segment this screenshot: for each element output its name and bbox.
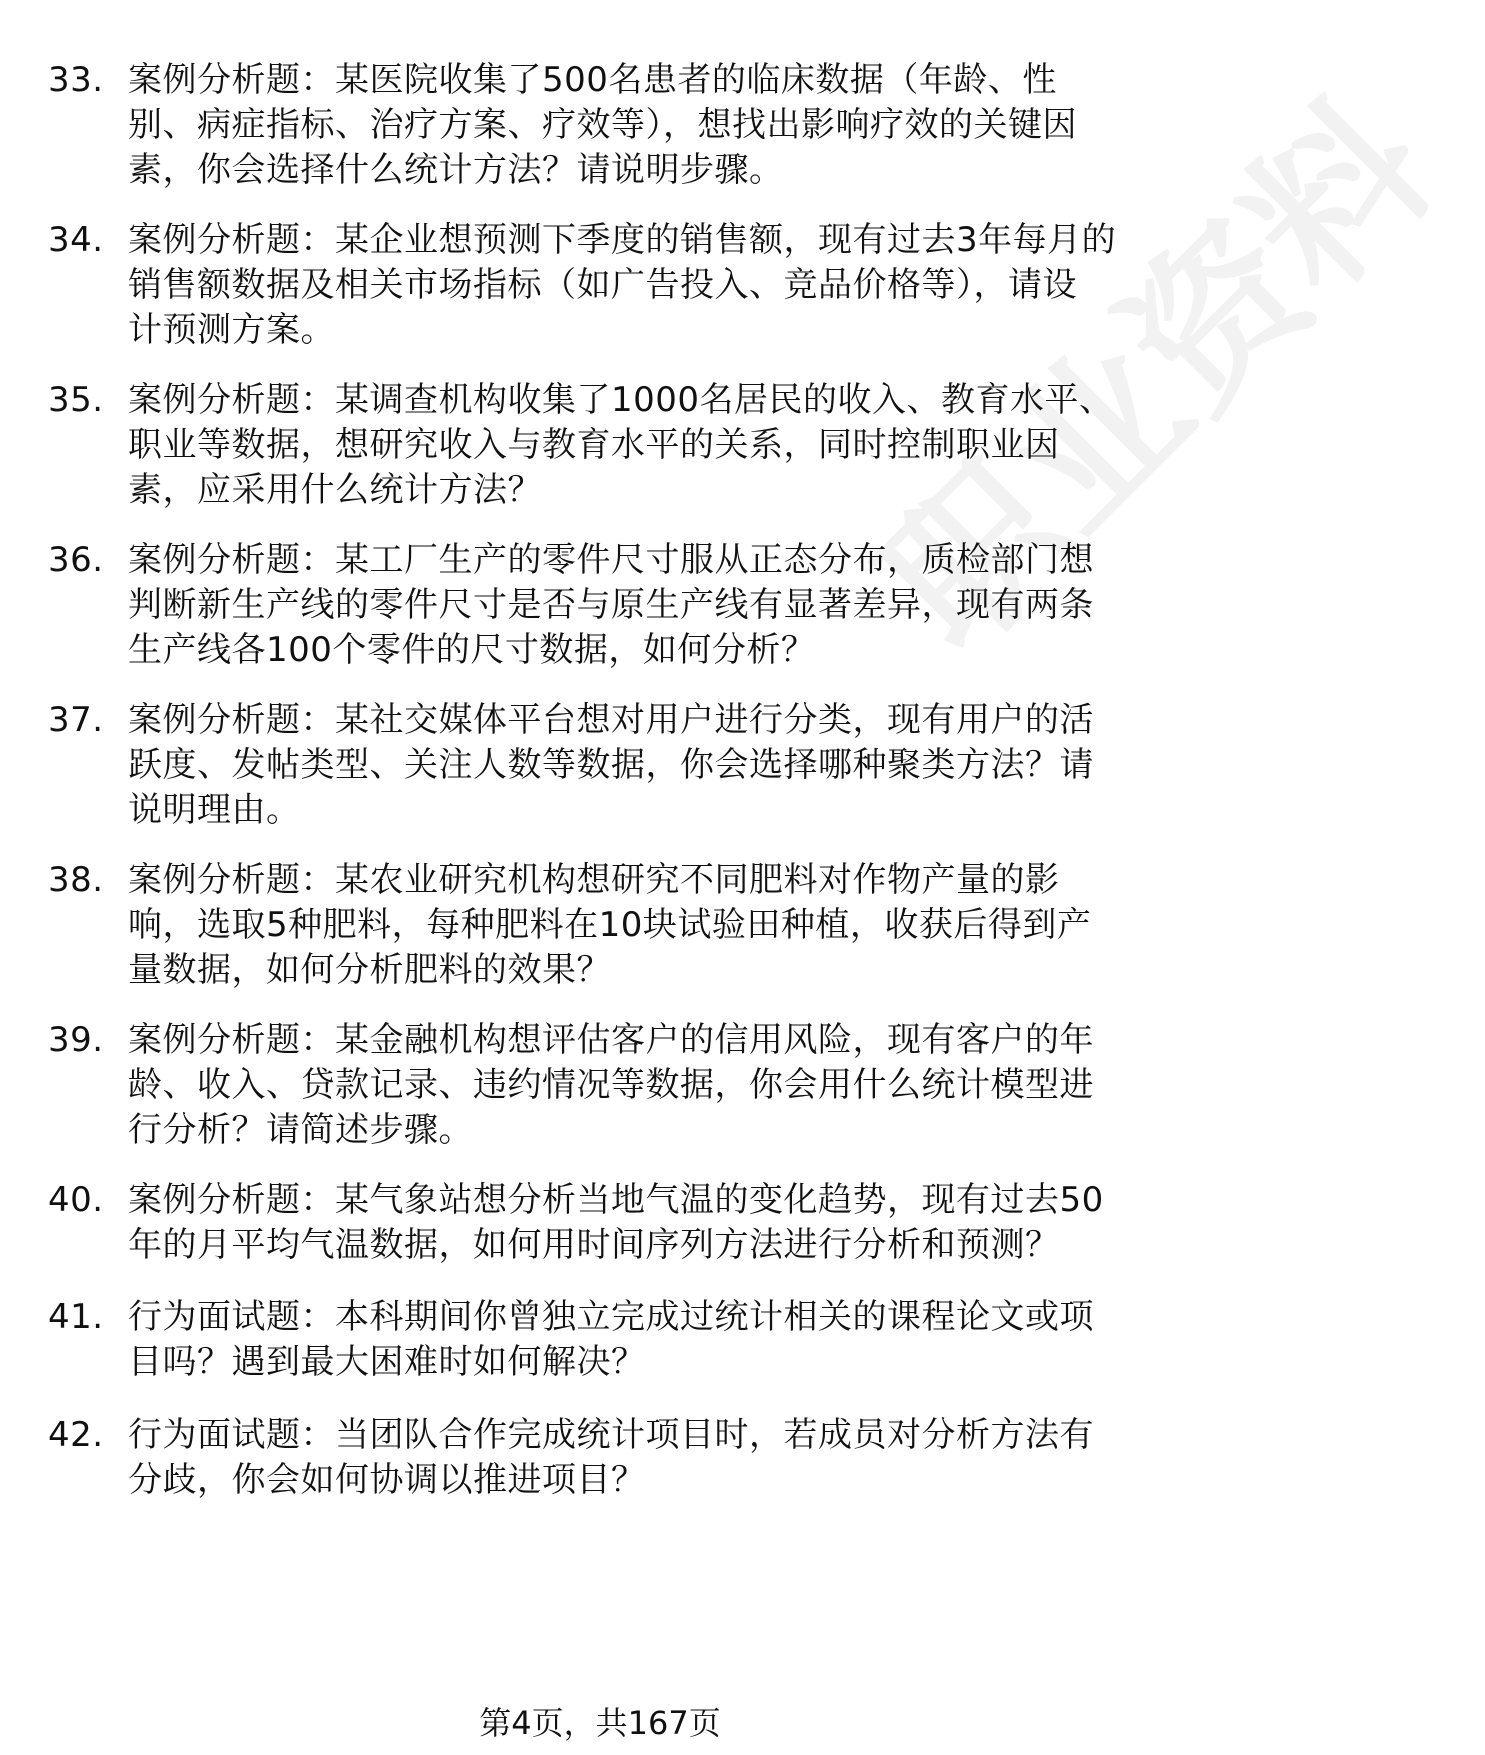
question-text: 案例分析题：某调查机构收集了1000名居民的收入、教育水平、 职业等数据，想研究收入与教育水平的关系，同时控制职业因 素，应采用什么统计方法？ [128,380,1114,510]
question-text: 案例分析题：某工厂生产的零件尺寸服从正态分布，质检部门想 判断新生产线的零件尺寸是否与原生产线有显著差异，现有两条 生产线各100个零件的尺寸数据，如何分析？ [128,540,1094,670]
question-number: 36. [48,540,104,580]
question-text: 案例分析题：某金融机构想评估客户的信用风险，现有客户的年 龄、收入、贷款记录、违约情况等数据，你会用什么统计模型进 行分析？请简述步骤。 [128,1020,1094,1150]
question-number: 40. [48,1180,104,1220]
question-text: 行为面试题：当团队合作完成统计项目时，若成员对分析方法有 分歧，你会如何协调以推进项目？ [128,1415,1094,1500]
question-number: 34. [48,220,104,260]
question-text: 案例分析题：某社交媒体平台想对用户进行分类，现有用户的活 跃度、发帖类型、关注人数等数据，你会选择哪种聚类方法？请 说明理由。 [128,700,1094,830]
question-item [48,698,1158,833]
question-text: 行为面试题：本科期间你曾独立完成过统计相关的课程论文或项 目吗？遇到最大困难时如何解决？ [128,1297,1094,1382]
page-footer: 第4页，共167页 [479,1704,721,1742]
question-text: 案例分析题：某气象站想分析当地气温的变化趋势，现有过去50 年的月平均气温数据，如何用时间序列方法进行分析和预测？ [128,1180,1104,1265]
question-item [48,1295,1158,1385]
question-item [48,218,1158,353]
watermark: 职业资料 [847,66,1469,688]
question-number: 35. [48,380,104,420]
question-item [48,1018,1158,1153]
question-number: 38. [48,860,104,900]
question-number: 33. [48,60,104,100]
question-text: 案例分析题：某农业研究机构想研究不同肥料对作物产量的影 响，选取5种肥料，每种肥料在10块试验田种植，收获后得到产 量数据，如何分析肥料的效果？ [128,860,1092,990]
question-item [48,538,1158,673]
question-item [48,378,1158,513]
question-item [48,858,1158,993]
question-number: 37. [48,700,104,740]
question-text: 案例分析题：某医院收集了500名患者的临床数据（年龄、性 别、病症指标、治疗方案、疗效等），想找出影响疗效的关键因 素，你会选择什么统计方法？请说明步骤。 [128,60,1077,190]
question-item [48,1178,1158,1268]
question-number: 42. [48,1415,104,1455]
question-number: 39. [48,1020,104,1060]
question-text: 案例分析题：某企业想预测下季度的销售额，现有过去3年每月的 销售额数据及相关市场指标（如广告投入、竞品价格等），请设 计预测方案。 [128,220,1117,350]
question-item [48,58,1158,193]
question-item [48,1413,1158,1503]
question-number: 41. [48,1297,104,1337]
